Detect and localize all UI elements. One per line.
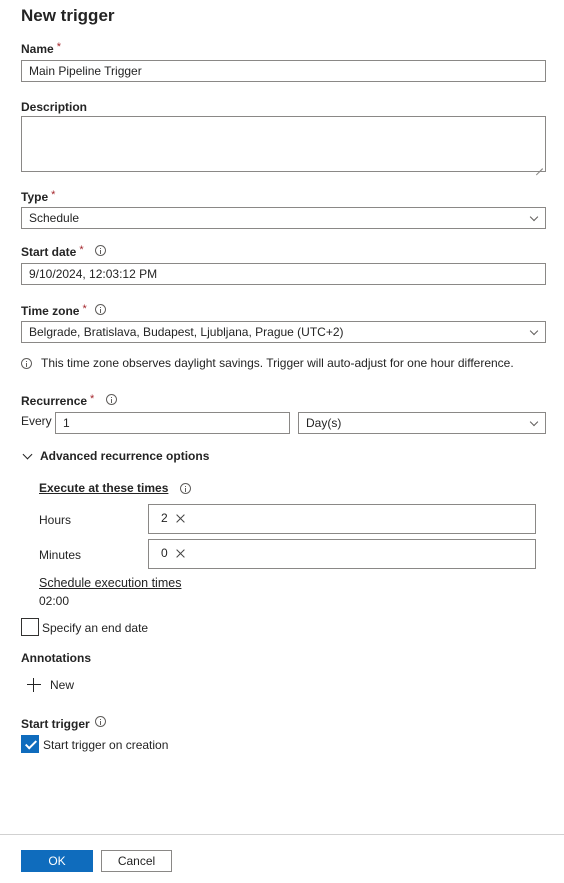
start-date-input[interactable]: 9/10/2024, 12:03:12 PM [21, 263, 546, 285]
time-zone-note [21, 356, 514, 370]
required-marker: * [56, 41, 61, 53]
start-trigger-label [21, 717, 106, 731]
every-label: Every [21, 414, 52, 428]
chevron-down-icon [23, 450, 33, 460]
chevron-down-icon [530, 327, 538, 335]
time-zone-select-value: Belgrade, Bratislava, Budapest, Ljubljana, Prague (UTC+2) [29, 325, 344, 339]
minutes-label: Minutes [39, 548, 82, 562]
name-label-text: Name [21, 42, 54, 56]
execute-times-label: Execute at these times [39, 481, 169, 495]
recurrence-unit-select[interactable] [298, 412, 546, 434]
type-label [21, 190, 55, 204]
info-icon [21, 358, 32, 369]
end-date-label: Specify an end date [42, 621, 149, 635]
type-select-value: Schedule [29, 211, 80, 225]
time-zone-select[interactable] [21, 321, 546, 343]
start-date-label-text: Start date [21, 245, 77, 259]
close-icon[interactable] [176, 514, 185, 523]
plus-icon [27, 678, 41, 692]
advanced-recurrence-label: Advanced recurrence options [40, 449, 210, 463]
start-trigger-checkbox-label: Start trigger on creation [43, 738, 169, 752]
info-icon[interactable] [95, 716, 106, 727]
ok-button[interactable]: OK [21, 850, 93, 872]
annotations-label: Annotations [21, 651, 91, 665]
time-zone-label [21, 304, 106, 318]
time-zone-label-text: Time zone [21, 304, 80, 318]
required-marker: * [82, 303, 87, 315]
info-icon[interactable] [95, 304, 106, 315]
chevron-down-icon [530, 213, 538, 221]
new-annotation-button[interactable] [27, 678, 74, 692]
required-marker: * [90, 393, 95, 405]
new-annotation-label: New [50, 678, 75, 692]
hours-tag-value: 2 [161, 511, 168, 525]
schedule-execution-value: 02:00 [39, 594, 70, 608]
info-icon[interactable] [95, 245, 106, 256]
hours-tag [161, 511, 185, 525]
description-label: Description [21, 100, 88, 114]
minutes-tag [161, 546, 185, 560]
required-marker: * [79, 244, 84, 256]
recurrence-interval-input[interactable]: 1 [55, 412, 290, 434]
info-icon[interactable] [180, 483, 191, 494]
dialog-title: New trigger [21, 6, 115, 25]
recurrence-label-text: Recurrence [21, 394, 88, 408]
start-date-label [21, 245, 106, 259]
description-textarea[interactable] [21, 116, 546, 172]
chevron-down-icon [530, 418, 538, 426]
type-label-text: Type [21, 190, 49, 204]
resize-handle-icon[interactable] [535, 161, 543, 169]
start-trigger-checkbox[interactable] [21, 735, 39, 753]
type-select[interactable] [21, 207, 546, 229]
advanced-recurrence-toggle[interactable] [21, 449, 209, 463]
hours-label: Hours [39, 513, 72, 527]
start-trigger-label-text: Start trigger [21, 717, 90, 731]
footer-divider [0, 834, 564, 835]
required-marker: * [51, 189, 56, 201]
name-label [21, 42, 61, 56]
info-icon[interactable] [106, 394, 117, 405]
hours-picker[interactable] [148, 504, 536, 534]
recurrence-label [21, 394, 117, 408]
recurrence-unit-value: Day(s) [306, 416, 342, 430]
schedule-execution-times-link[interactable]: Schedule execution times [39, 576, 182, 590]
minutes-picker[interactable] [148, 539, 536, 569]
minutes-tag-value: 0 [161, 546, 168, 560]
execute-times-header [39, 481, 191, 495]
cancel-button[interactable]: Cancel [101, 850, 172, 872]
end-date-checkbox[interactable] [21, 618, 39, 636]
name-input[interactable]: Main Pipeline Trigger [21, 60, 546, 82]
close-icon[interactable] [176, 549, 185, 558]
time-zone-note-text: This time zone observes daylight savings. Trigger will auto-adjust for one hour difference. [41, 356, 514, 370]
